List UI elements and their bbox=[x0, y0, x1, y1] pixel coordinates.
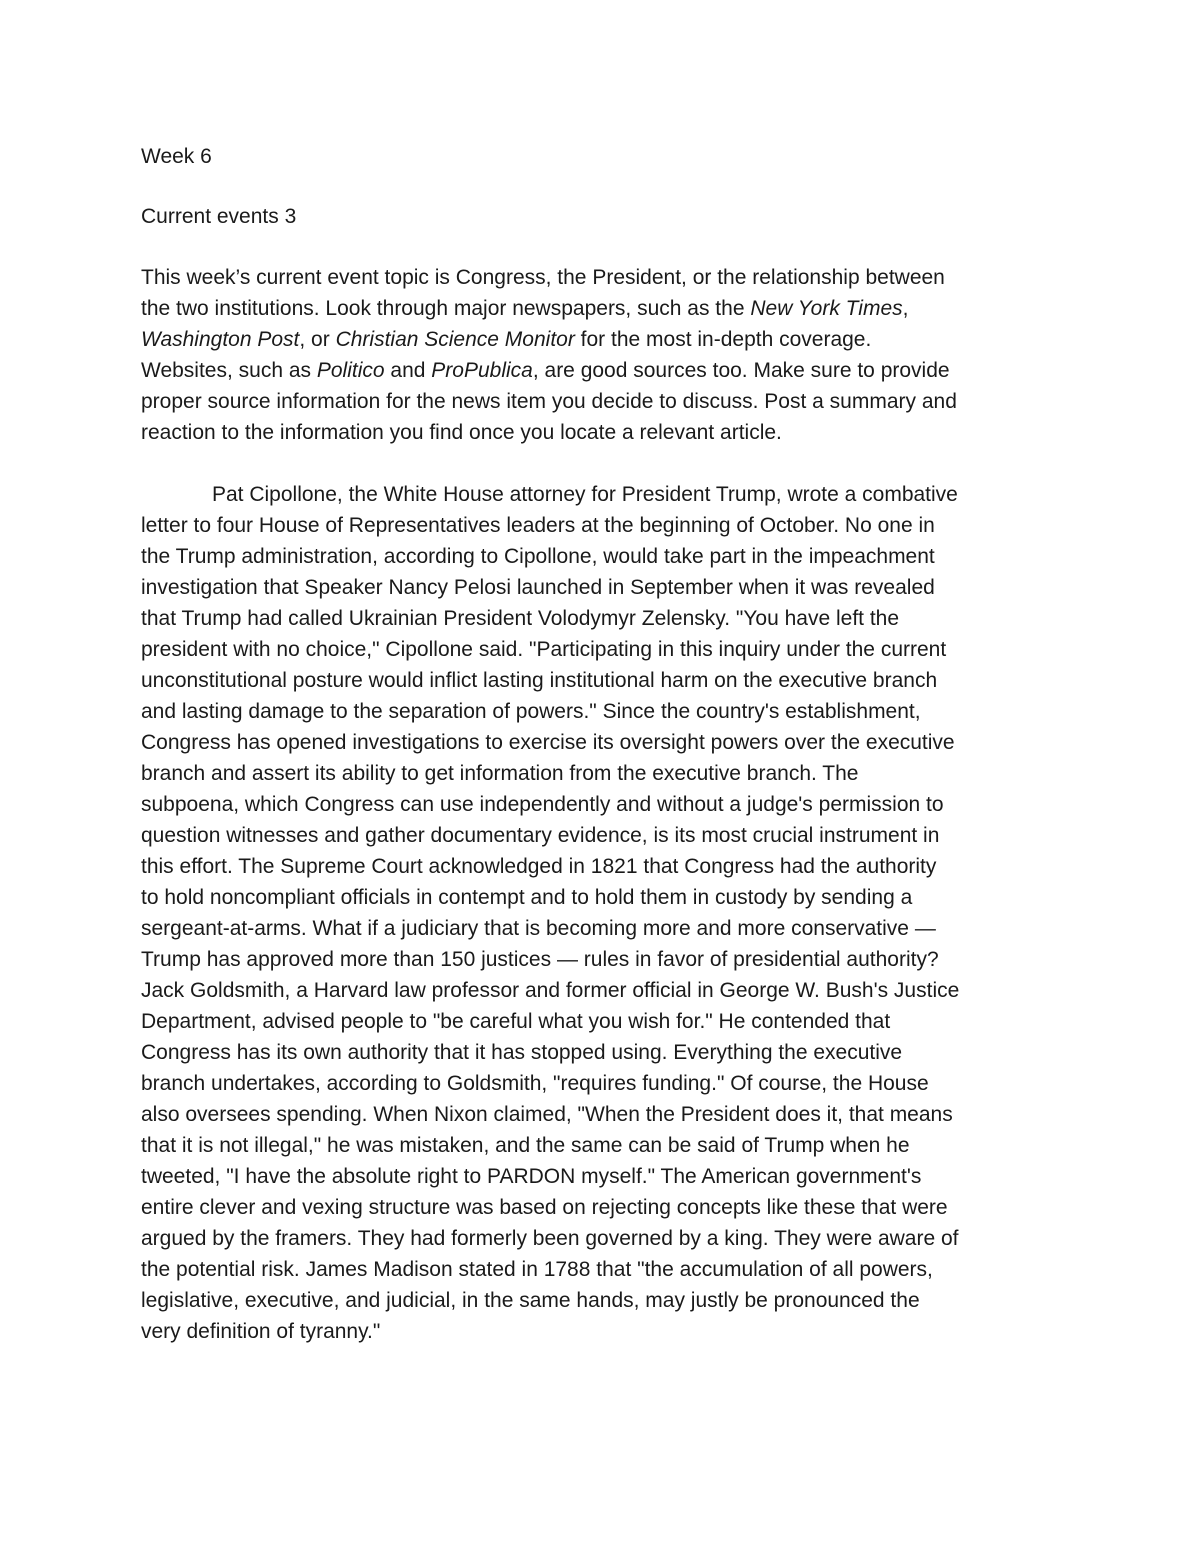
paragraph-line: question witnesses and gather documentary evidence, is its most crucial instrument in bbox=[141, 824, 940, 847]
paragraph-line: president with no choice," Cipollone said. "Participating in this inquiry under the current bbox=[141, 638, 947, 661]
paragraph-line: this effort. The Supreme Court acknowledged in 1821 that Congress had the authority bbox=[141, 855, 937, 878]
paragraph-line: to hold noncompliant officials in contempt and to hold them in custody by sending a bbox=[141, 886, 913, 909]
paragraph-line: branch and assert its ability to get information from the executive branch. The bbox=[141, 762, 859, 785]
paragraph-line: argued by the framers. They had formerly been governed by a king. They were aware of bbox=[141, 1227, 959, 1250]
paragraph-line: and lasting damage to the separation of powers." Since the country's establishment, bbox=[141, 700, 921, 723]
prompt-line: reaction to the information you find once you locate a relevant article. bbox=[141, 421, 782, 444]
paragraph-line: branch undertakes, according to Goldsmith, "requires funding." Of course, the House bbox=[141, 1072, 929, 1095]
paragraph-line: sergeant-at-arms. What if a judiciary that is becoming more and more conservative — bbox=[141, 917, 936, 940]
newspaper-title: New York Times bbox=[750, 297, 903, 320]
website-title: ProPublica bbox=[431, 359, 533, 382]
response-paragraph bbox=[141, 479, 1063, 1347]
paragraph-line: Pat Cipollone, the White House attorney for President Trump, wrote a combative bbox=[212, 483, 958, 506]
paragraph-line: Department, advised people to "be careful what you wish for." He contended that bbox=[141, 1010, 891, 1033]
paragraph-line: entire clever and vexing structure was based on rejecting concepts like these that were bbox=[141, 1196, 948, 1219]
paragraph-line: unconstitutional posture would inflict lasting institutional harm on the executive branch bbox=[141, 669, 938, 692]
paragraph-line: Congress has its own authority that it has stopped using. Everything the executive bbox=[141, 1041, 903, 1064]
document-body bbox=[141, 141, 1063, 1347]
paragraph-line: the Trump administration, according to Cipollone, would take part in the impeachment bbox=[141, 545, 935, 568]
assignment-prompt bbox=[141, 262, 1063, 448]
prompt-line: This week’s current event topic is Congress, the President, or the relationship between bbox=[141, 266, 945, 289]
paragraph-line: very definition of tyranny." bbox=[141, 1320, 381, 1343]
paragraph-line: that Trump had called Ukrainian President Volodymyr Zelensky. "You have left the bbox=[141, 607, 900, 630]
paragraph-line: legislative, executive, and judicial, in the same hands, may justly be pronounced the bbox=[141, 1289, 920, 1312]
assignment-title: Current events 3 bbox=[141, 205, 297, 228]
prompt-line: proper source information for the news item you decide to discuss. Post a summary and bbox=[141, 390, 957, 413]
paragraph-line: Jack Goldsmith, a Harvard law professor and former official in George W. Bush's Justice bbox=[141, 979, 960, 1002]
paragraph-line: Congress has opened investigations to exercise its oversight powers over the executive bbox=[141, 731, 955, 754]
paragraph-line: the potential risk. James Madison stated in 1788 that "the accumulation of all powers, bbox=[141, 1258, 933, 1281]
paragraph-line: subpoena, which Congress can use independently and without a judge's permission to bbox=[141, 793, 944, 816]
paragraph-line: that it is not illegal," he was mistaken, and the same can be said of Trump when he bbox=[141, 1134, 910, 1157]
paragraph-line: tweeted, "I have the absolute right to PARDON myself." The American government's bbox=[141, 1165, 922, 1188]
paragraph-line: also oversees spending. When Nixon claimed, "When the President does it, that means bbox=[141, 1103, 953, 1126]
paragraph-line: Trump has approved more than 150 justices — rules in favor of presidential authority? bbox=[141, 948, 939, 971]
newspaper-title: Washington Post bbox=[141, 328, 300, 351]
paragraph-line: investigation that Speaker Nancy Pelosi launched in September when it was revealed bbox=[141, 576, 935, 599]
prompt-line: the two institutions. Look through major newspapers, such as the New York Times, bbox=[141, 297, 909, 320]
prompt-line: Washington Post, or Christian Science Monitor for the most in-depth coverage. bbox=[141, 328, 872, 351]
week-heading: Week 6 bbox=[141, 145, 212, 168]
newspaper-title: Christian Science Monitor bbox=[335, 328, 575, 351]
website-title: Politico bbox=[316, 359, 385, 382]
prompt-line: Websites, such as Politico and ProPublica, are good sources too. Make sure to provide bbox=[141, 359, 950, 382]
paragraph-line: letter to four House of Representatives leaders at the beginning of October. No one in bbox=[141, 514, 935, 537]
